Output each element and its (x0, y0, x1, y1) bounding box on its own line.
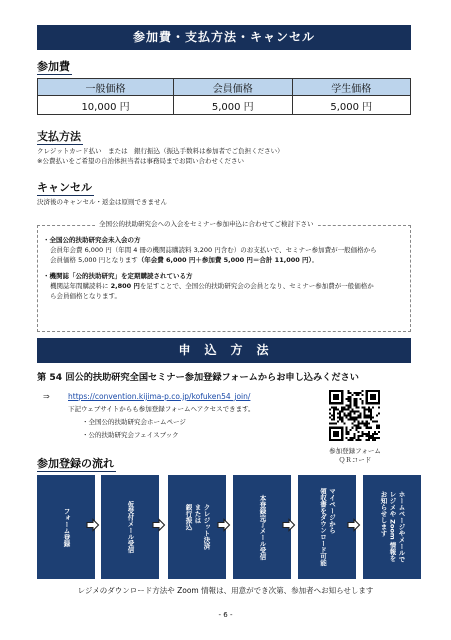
flow-step-1-text: フォーム登録 (62, 507, 71, 547)
notice-item2-line1-a: 機関誌年間購読料に (50, 282, 111, 290)
notice-item1-heading: ・全国公的扶助研究会未入会の方 (43, 236, 141, 244)
flow-step-3-text: クレジット決済 または 銀行振込 (184, 504, 211, 550)
registration-form-link[interactable]: https://convention.kijima-p.co.jp/kofuken54_join/ (68, 392, 251, 401)
fee-header-general: 一般価格 (38, 79, 174, 96)
access-line: 下記ウェブサイトからも参加登録フォームへアクセスできます。 (68, 405, 255, 413)
flow-arrow-icon (347, 518, 361, 532)
flow-arrow-icon (217, 518, 231, 532)
apply-banner: 申 込 方 法 (37, 338, 411, 363)
fees-banner: 参加費・支払方法・キャンセル (37, 25, 411, 50)
cancel-line1: 決済後のキャンセル・返金は原則できません (37, 198, 167, 206)
qr-caption-2: ＱＲコード (338, 456, 372, 464)
cancel-label: キャンセル (37, 181, 92, 194)
page-number: - 6 - (218, 611, 233, 619)
flow-step-5-text: マイページから 領収書をダウンロード可能 (319, 488, 336, 566)
fee-header-student: 学生価格 (292, 79, 410, 96)
fee-price-member: 5,000 円 (174, 96, 292, 115)
site-link-homepage[interactable]: ・全国公的扶助研究会ホームページ (82, 418, 186, 426)
notice-item1-line1: 会員年会費 6,000 円（年間 4 冊の機関誌購読料 3,200 円含む）のお支払いで、セミナー参加費が一般価格から (50, 246, 377, 254)
notice-item2-line1 (50, 282, 374, 291)
footer-note: レジメのダウンロード方法や Zoom 情報は、用意ができ次第、参加者へお知らせします (77, 586, 374, 595)
url-arrow-icon: ⇒ (43, 392, 50, 401)
flow-step-2-text: 仮受付メール受信 (126, 501, 135, 553)
payment-label: 支払方法 (37, 130, 81, 143)
fees-label: 参加費 (37, 60, 70, 73)
flow-step-2 (101, 475, 159, 579)
fee-header-member: 会員価格 (174, 79, 292, 96)
notice-item1-line2 (50, 256, 318, 265)
notice-item2-line1-c: を足すことで、全国公的扶助研究会の会員となり、セミナー参加費が一般価格か (139, 282, 374, 290)
flow-label: 参加登録の流れ (37, 457, 114, 470)
notice-item2-price: 2,800 円 (110, 282, 140, 290)
site-link-facebook[interactable]: ・公的扶助研究会フェイスブック (82, 431, 179, 439)
notice-item1-line2-a: 会員価格 5,000 円となります (50, 256, 138, 264)
notice-item2-line2: ら会員価格となります。 (50, 292, 121, 300)
qr-caption-1: 参加登録フォーム (329, 447, 381, 455)
fee-price-student: 5,000 円 (292, 96, 410, 115)
payment-line1: クレジットカード払い または 銀行振込（振込手数料は参加者でご負担ください） (37, 147, 284, 155)
apply-headline: 第 54 回公的扶助研究全国セミナー参加登録フォームからお申し込みください (37, 372, 359, 383)
flow-arrow-icon (282, 518, 296, 532)
notice-item1-line2-c: 。 (311, 256, 319, 264)
flow-step-6-text: ホームページやメールで レジメや Zoom 情報を お知らせします (379, 491, 406, 563)
fee-table (37, 78, 411, 115)
membership-notice-title: 全国公的扶助研究会への入会をセミナー参加申込に合わせてご検討下さい (95, 220, 318, 229)
flow-arrow-icon (152, 518, 166, 532)
flow-arrow-icon (86, 518, 100, 532)
notice-item1-total: （年会費 6,000 円＋参加費 5,000 円＝合計 11,000 円） (137, 256, 312, 264)
flow-step-4-text: 本登録完了メール受信 (258, 494, 267, 560)
payment-line2: ※公費払いをご希望の自治体担当者は事務局までお問い合わせください (37, 157, 244, 165)
fee-price-general: 10,000 円 (38, 96, 174, 115)
qr-code[interactable] (329, 390, 380, 441)
flow-step-6 (363, 475, 421, 579)
notice-item2-heading: ・機関誌「公的扶助研究」を定期購読されている方 (43, 272, 193, 280)
